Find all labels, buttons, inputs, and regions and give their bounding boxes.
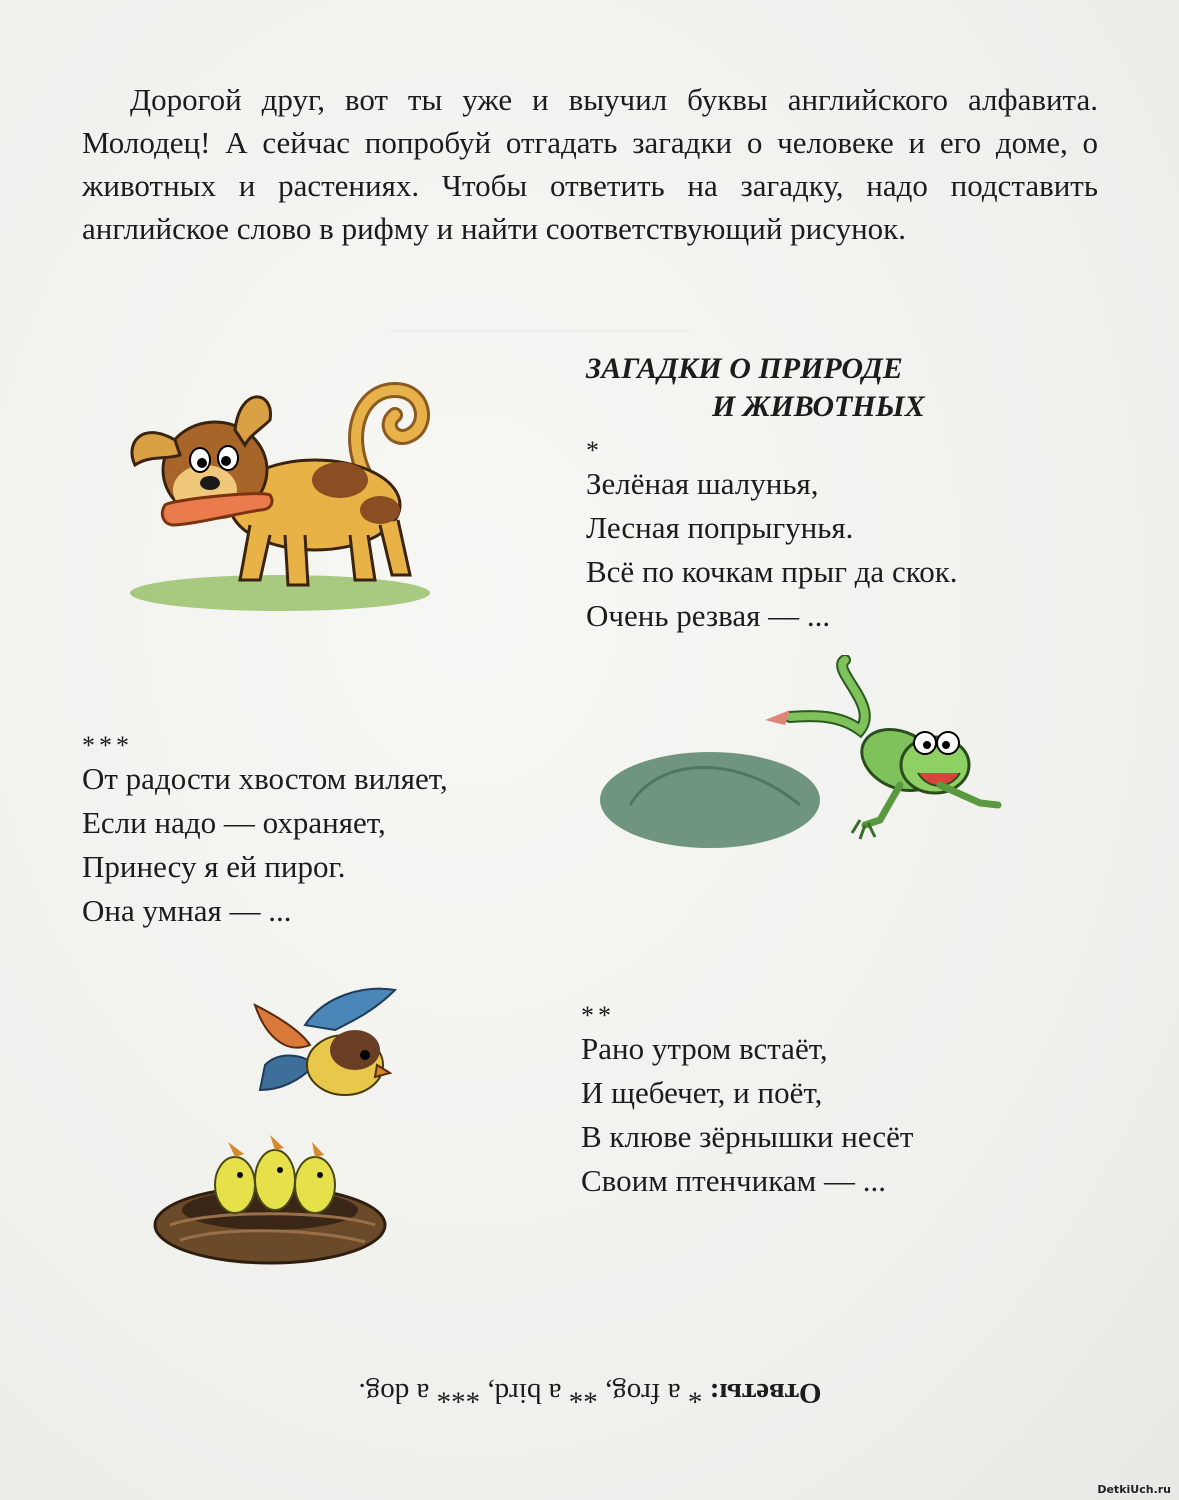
riddle-line: Очень резвая — ... (586, 598, 831, 633)
riddle-line: Лесная попрыгунья. (586, 510, 854, 545)
riddle-stars: ** (581, 1001, 615, 1030)
answers-upside-down (290, 1375, 890, 1411)
bird-illustration (245, 985, 405, 1115)
riddle-line: От радости хвостом виляет, (82, 761, 448, 796)
frog-illustration (600, 655, 1040, 855)
riddle-stars: *** (82, 731, 133, 760)
riddle-line: И щебечет, и поёт, (581, 1075, 823, 1110)
riddle-dog (82, 731, 448, 933)
riddle-line: Своим птенчикам — ... (581, 1163, 886, 1198)
riddle-line: Принесу я ей пирог. (82, 849, 346, 884)
answers-label: Ответы: (709, 1377, 822, 1409)
intro-paragraph: Дорогой друг, вот ты уже и выучил буквы английского алфавита. Молодец! А сейчас попробуй отгадать загадки о человеке и его доме, о животных и растениях. Чтобы ответить на загадку, надо подставить английское слово в рифму и найти соответствующий рисунок. (82, 82, 1098, 246)
dog-illustration (110, 375, 440, 615)
riddle-line: Если надо — охраняет, (82, 805, 386, 840)
riddle-line: Рано утром встаёт, (581, 1031, 828, 1066)
riddle-line: В клюве зёрнышки несёт (581, 1119, 914, 1154)
riddle-line: Всё по кочкам прыг да скок. (586, 554, 958, 589)
riddle-line: Зелёная шалунья, (586, 466, 819, 501)
riddle-stars: * (586, 436, 603, 465)
riddle-line: Она умная — ... (82, 893, 292, 928)
watermark: DetkiUch.ru (1097, 1483, 1171, 1496)
answers-text: * a frog, ** a bird, *** a dog. (358, 1377, 710, 1409)
section-title-line2: И ЖИВОТНЫХ (712, 390, 925, 423)
riddle-frog (586, 436, 958, 638)
riddle-bird (581, 1001, 914, 1203)
section-title-line1: ЗАГАДКИ О ПРИРОДЕ (586, 352, 903, 385)
nest-illustration (150, 1130, 390, 1270)
section-title (586, 350, 925, 426)
